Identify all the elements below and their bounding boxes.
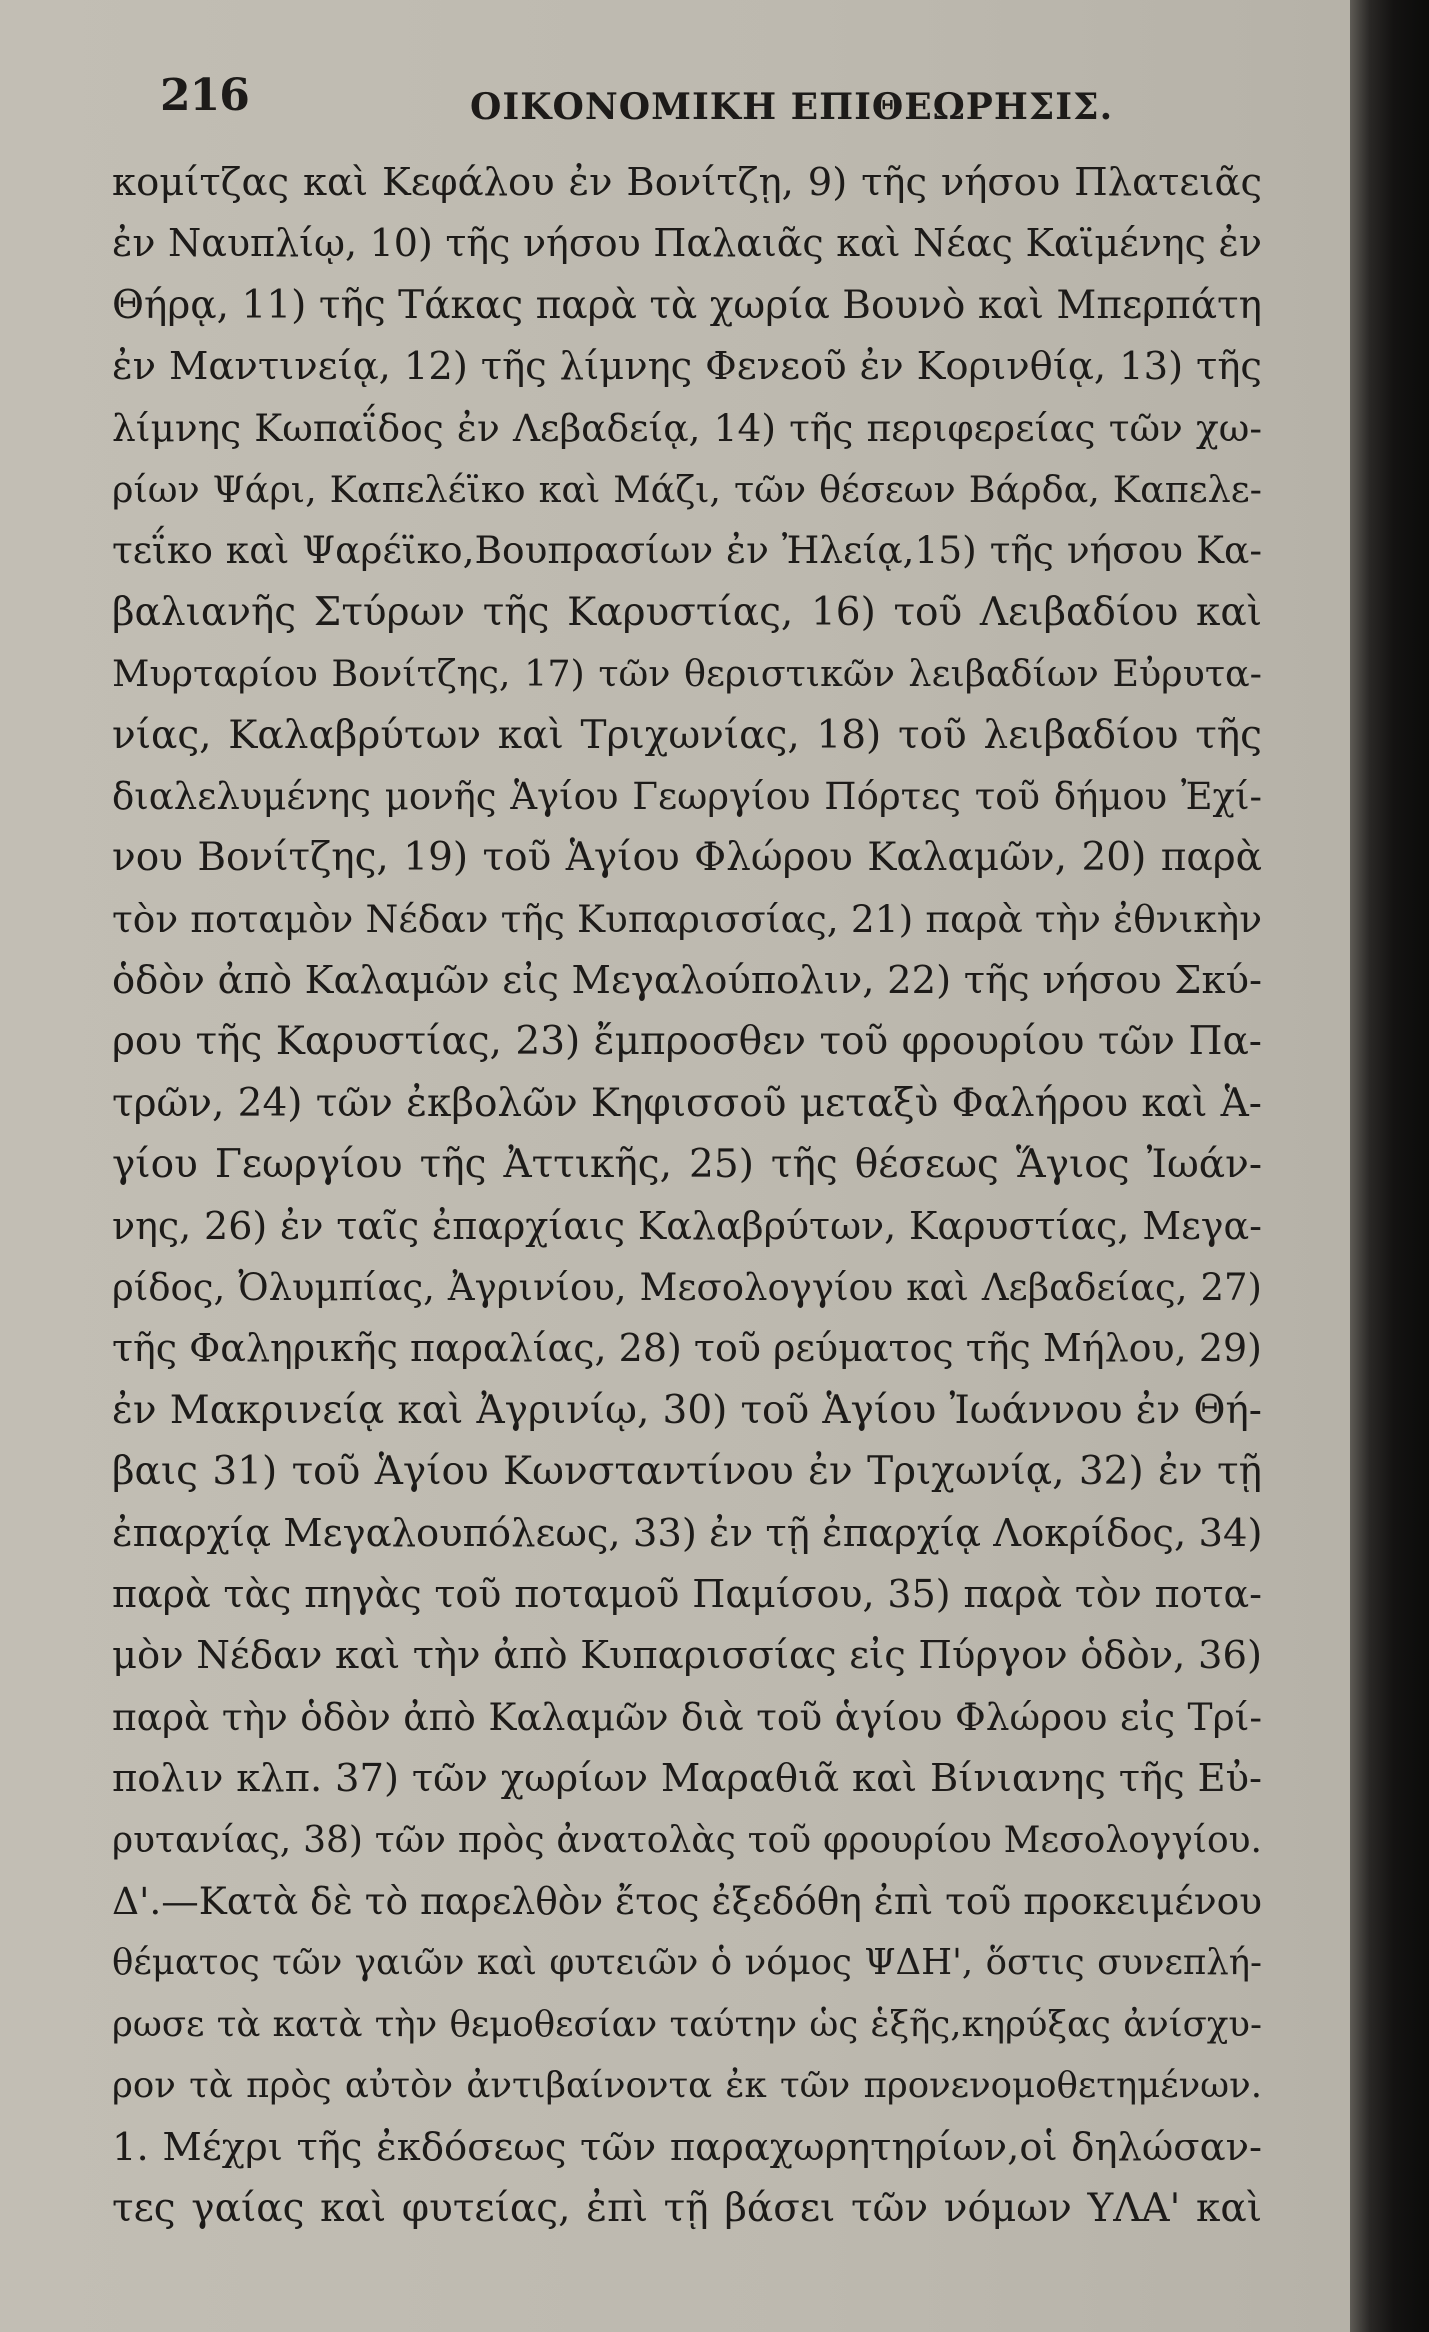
text-line: διαλελυμένης μονῆς Ἁγίου Γεωργίου Πόρτες τοῦ δήμου Ἐχί- — [112, 774, 1262, 818]
text-line: θέματος τῶν γαιῶν καὶ φυτειῶν ὁ νόμος ΨΔΗ', ὅστις συνεπλή- — [112, 1942, 1262, 1984]
body-text — [112, 152, 1262, 2239]
text-line: τες γαίας καὶ φυτείας, ἐπὶ τῇ βάσει τῶν νόμων ΥΛΑ' καὶ — [112, 2185, 1262, 2231]
text-line: ρίων Ψάρι, Καπελέϊκο καὶ Μάζι, τῶν θέσεων Βάρδα, Καπελε- — [112, 467, 1262, 511]
text-line: κομίτζας καὶ Κεφάλου ἐν Βονίτζῃ, 9) τῆς νήσου Πλατειᾶς — [112, 160, 1262, 205]
text-line: ἐπαρχίᾳ Μεγαλουπόλεως, 33) ἐν τῇ ἐπαρχίᾳ Λοκρίδος, 34) — [112, 1510, 1262, 1556]
text-line: λίμνης Κωπαΐδος ἐν Λεβαδείᾳ, 14) τῆς περιφερείας τῶν χω- — [112, 405, 1262, 450]
text-line: ἐν Ναυπλίῳ, 10) τῆς νήσου Παλαιᾶς καὶ Νέας Καϊμένης ἐν — [112, 221, 1262, 266]
page-number: 216 — [160, 70, 249, 121]
text-line: ρου τῆς Καρυστίας, 23) ἔμπροσθεν τοῦ φρουρίου τῶν Πα- — [112, 1019, 1262, 1065]
text-line: Θήρᾳ, 11) τῆς Τάκας παρὰ τὰ χωρία Βουνὸ καὶ Μπερπάτη — [112, 282, 1262, 328]
text-line: γίου Γεωργίου τῆς Ἀττικῆς, 25) τῆς θέσεως Ἅγιος Ἰωάν- — [112, 1142, 1262, 1188]
text-line: ὁδὸν ἀπὸ Καλαμῶν εἰς Μεγαλούπολιν, 22) τῆς νήσου Σκύ- — [112, 958, 1262, 1004]
text-line: ἐν Μακρινείᾳ καὶ Ἀγρινίῳ, 30) τοῦ Ἁγίου Ἰωάννου ἐν Θή- — [112, 1387, 1262, 1433]
text-line: ρον τὰ πρὸς αὐτὸν ἀντιβαίνοντα ἐκ τῶν προνενομοθετημένων. — [112, 2065, 1262, 2107]
text-line: παρὰ τὴν ὁδὸν ἀπὸ Καλαμῶν διὰ τοῦ ἁγίου Φλώρου εἰς Τρί- — [112, 1694, 1262, 1739]
text-line: μὸν Νέδαν καὶ τὴν ἀπὸ Κυπαρισσίας εἰς Πύργον ὁδὸν, 36) — [112, 1633, 1262, 1679]
text-line: 1. Μέχρι τῆς ἐκδόσεως τῶν παραχωρητηρίων,οἱ δηλώσαν- — [112, 2124, 1262, 2170]
text-line: ρίδος, Ὀλυμπίας, Ἀγρινίου, Μεσολογγίου καὶ Λεβαδείας, 27) — [112, 1266, 1262, 1310]
text-line: Μυρταρίου Βονίτζης, 17) τῶν θεριστικῶν λειβαδίων Εὐρυτα- — [112, 652, 1262, 696]
text-line: νου Βονίτζης, 19) τοῦ Ἁγίου Φλώρου Καλαμῶν, 20) παρὰ — [112, 835, 1262, 881]
text-line: Δ'.—Κατὰ δὲ τὸ παρελθὸν ἔτος ἐξεδόθη ἐπὶ τοῦ προκειμένου — [112, 1878, 1262, 1923]
text-line: νίας, Καλαβρύτων καὶ Τριχωνίας, 18) τοῦ λειβαδίου τῆς — [112, 712, 1262, 758]
text-line: πολιν κλπ. 37) τῶν χωρίων Μαραθιᾶ καὶ Βίνιανης τῆς Εὐ- — [112, 1756, 1262, 1802]
text-line: ἐν Μαντινείᾳ, 12) τῆς λίμνης Φενεοῦ ἐν Κορινθίᾳ, 13) τῆς — [112, 344, 1262, 390]
text-line: τρῶν, 24) τῶν ἐκβολῶν Κηφισσοῦ μεταξὺ Φαλήρου καὶ Ἁ- — [112, 1080, 1262, 1126]
text-line: τεΐκο καὶ Ψαρέϊκο,Βουπρασίων ἐν Ἠλείᾳ,15) τῆς νήσου Κα- — [112, 528, 1262, 573]
text-line: τῆς Φαληρικῆς παραλίας, 28) τοῦ ρεύματος τῆς Μήλου, 29) — [112, 1326, 1262, 1371]
text-line: παρὰ τὰς πηγὰς τοῦ ποταμοῦ Παμίσου, 35) παρὰ τὸν ποτα- — [112, 1571, 1262, 1616]
text-line: ρυτανίας, 38) τῶν πρὸς ἀνατολὰς τοῦ φρουρίου Μεσολογγίου. — [112, 1819, 1262, 1861]
book-gutter — [1350, 0, 1429, 2332]
running-head: ΟΙΚΟΝΟΜΙΚΗ ΕΠΙΘΕΩΡΗΣΙΣ. — [470, 86, 1114, 128]
text-line: ρωσε τὰ κατὰ τὴν θεμοθεσίαν ταύτην ὡς ἑξῆς,κηρύξας ἀνίσχυ- — [112, 2003, 1262, 2045]
text-line: βαις 31) τοῦ Ἁγίου Κωνσταντίνου ἐν Τριχωνίᾳ, 32) ἐν τῇ — [112, 1449, 1262, 1495]
page-header — [160, 70, 1260, 140]
text-line: τὸν ποταμὸν Νέδαν τῆς Κυπαρισσίας, 21) παρὰ τὴν ἐθνικὴν — [112, 896, 1262, 941]
text-line: νης, 26) ἐν ταῖς ἐπαρχίαις Καλαβρύτων, Καρυστίας, Μεγα- — [112, 1203, 1262, 1248]
text-line: βαλιανῆς Στύρων τῆς Καρυστίας, 16) τοῦ Λειβαδίου καὶ — [112, 589, 1262, 635]
